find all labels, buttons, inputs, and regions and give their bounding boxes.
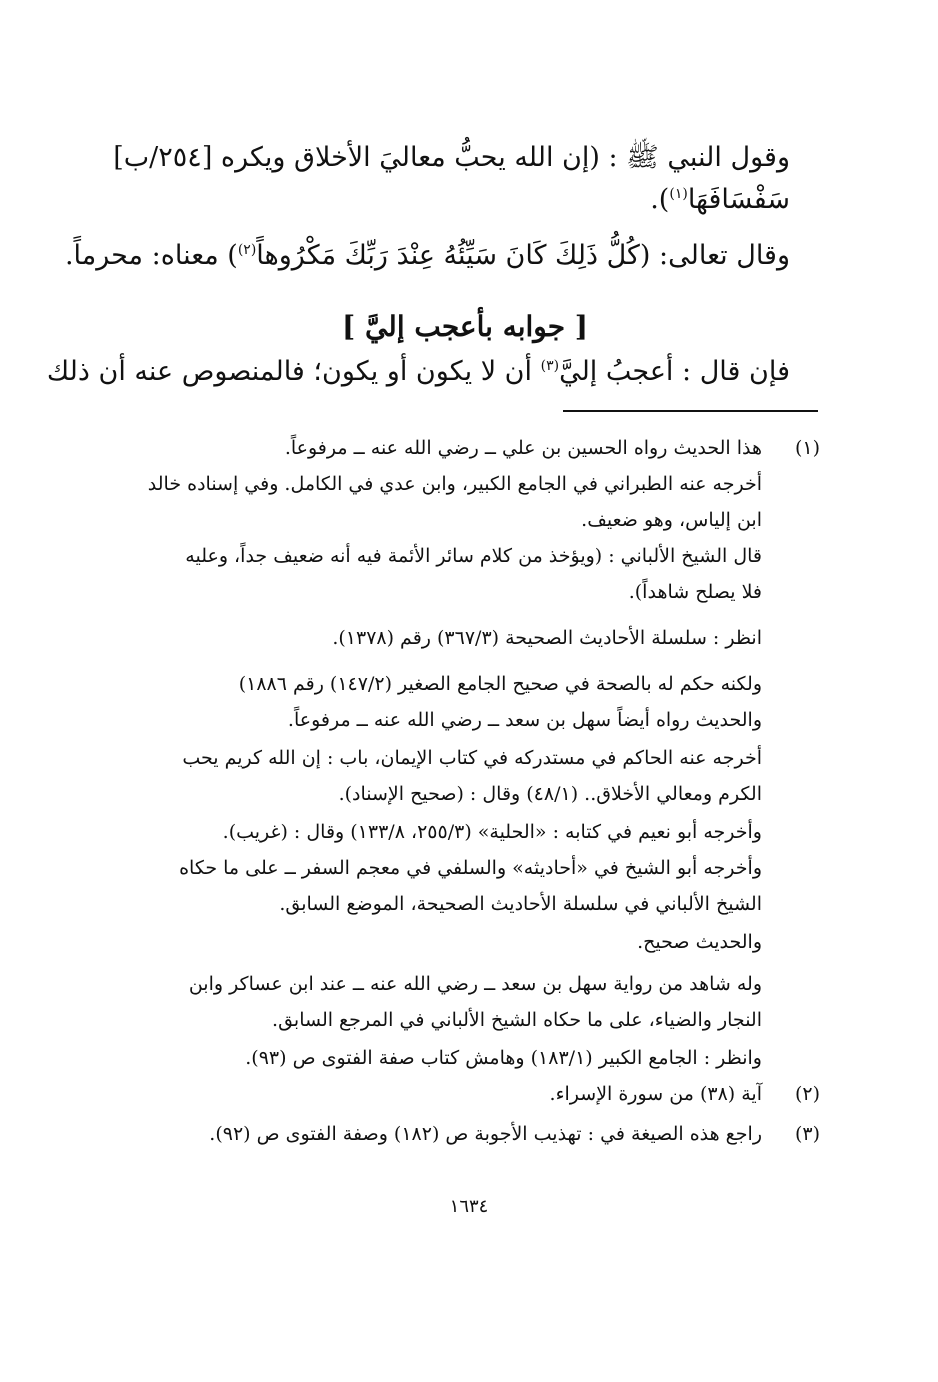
footnote-1-text: وأخرجه أبو نعيم في كتابه : «الحلية» (٢٥٥/٣، ١٣٣/٨) وقال : (غريب). bbox=[222, 821, 762, 843]
footnote-1-number: (١) bbox=[794, 437, 820, 459]
main-line-5-end: أن لا يكون أو يكون؛ فالمنصوص عنه أن ذلك bbox=[46, 356, 541, 387]
main-line-3-end: ) معناه: محرماً. bbox=[64, 240, 238, 271]
main-line-5-start: فإن قال : أعجبُ إليَّ bbox=[559, 356, 790, 387]
footnote-ref-1: (١) bbox=[669, 186, 688, 202]
footnote-1-text: وأخرجه أبو الشيخ في «أحاديثه» والسلفي في معجم السفر ــ على ما حكاه bbox=[179, 857, 762, 879]
footnote-ref-2: (٢) bbox=[237, 242, 257, 258]
footnote-1-text: النجار والضياء، على ما حكاه الشيخ الألباني في المرجع السابق. bbox=[272, 1009, 762, 1031]
footnote-1-text: أخرجه عنه الطبراني في الجامع الكبير، وابن عدي في الكامل. وفي إسناده خالد bbox=[147, 473, 762, 495]
section-heading: [ جوابه بأعجب إليَّ ] bbox=[341, 310, 589, 343]
footnote-1-text: قال الشيخ الألباني : (ويؤخذ من كلام سائر الأئمة فيه أنه ضعيف جداً، وعليه bbox=[185, 545, 762, 567]
main-line-3 bbox=[65, 236, 790, 276]
footnote-1-text: الشيخ الألباني في سلسلة الأحاديث الصحيحة، الموضع السابق. bbox=[279, 893, 762, 915]
main-line-3-text: وقال تعالى: (كُلُّ ذَلِكَ كَانَ سَيِّئُهُ عِنْدَ رَبِّكَ مَكْرُوهاً bbox=[256, 240, 790, 271]
footnote-2-number: (٢) bbox=[794, 1083, 820, 1105]
footnote-1-text: انظر : سلسلة الأحاديث الصحيحة (٣٦٧/٣) رقم (١٣٧٨). bbox=[332, 627, 762, 649]
footnote-1-text: والحديث رواه أيضاً سهل بن سعد ــ رضي الله عنه ــ مرفوعاً. bbox=[287, 709, 762, 731]
footnote-1-text: ولكنه حكم له بالصحة في صحيح الجامع الصغير (١٤٧/٢) رقم ١٨٨٦) bbox=[238, 673, 762, 695]
main-line-5 bbox=[47, 352, 790, 392]
main-line-2-text: سَفْسَافَهَا bbox=[687, 184, 790, 215]
page-number: ١٦٣٤ bbox=[449, 1196, 489, 1217]
footnote-3-text: راجع هذه الصيغة في : تهذيب الأجوبة ص (١٨٢) وصفة الفتوى ص (٩٢). bbox=[209, 1123, 762, 1145]
footnote-1-text: ابن إلياس، وهو ضعيف. bbox=[581, 509, 762, 531]
footnote-1-text: هذا الحديث رواه الحسين بن علي ــ رضي الله عنه ــ مرفوعاً. bbox=[284, 437, 762, 459]
footnote-ref-3: (٣) bbox=[540, 358, 560, 374]
footnote-3-number: (٣) bbox=[794, 1123, 820, 1145]
footnote-2-text: آية (٣٨) من سورة الإسراء. bbox=[549, 1083, 762, 1105]
footnote-1-text: فلا يصلح شاهداً). bbox=[628, 581, 762, 603]
main-line-2 bbox=[650, 180, 790, 220]
main-line-1: وقول النبي ﷺ : (إن الله يحبُّ معاليَ الأخلاق ويكره [٢٥٤/ب] bbox=[113, 142, 790, 173]
footnote-divider bbox=[563, 410, 818, 412]
footnote-1-text: وله شاهد من رواية سهل بن سعد ــ رضي الله عنه ــ عند ابن عساكر وابن bbox=[188, 973, 762, 995]
footnote-1-text: الكرم ومعالي الأخلاق.. (٤٨/١) وقال : (صحيح الإسناد). bbox=[338, 783, 762, 805]
main-line-2-end: ). bbox=[650, 184, 670, 215]
footnote-1-text: أخرجه عنه الحاكم في مستدركه في كتاب الإيمان، باب : إن الله كريم يحب bbox=[182, 747, 762, 769]
footnote-1-text: والحديث صحيح. bbox=[637, 931, 762, 953]
footnote-1-text: وانظر : الجامع الكبير (١٨٣/١) وهامش كتاب صفة الفتوى ص (٩٣). bbox=[245, 1047, 762, 1069]
